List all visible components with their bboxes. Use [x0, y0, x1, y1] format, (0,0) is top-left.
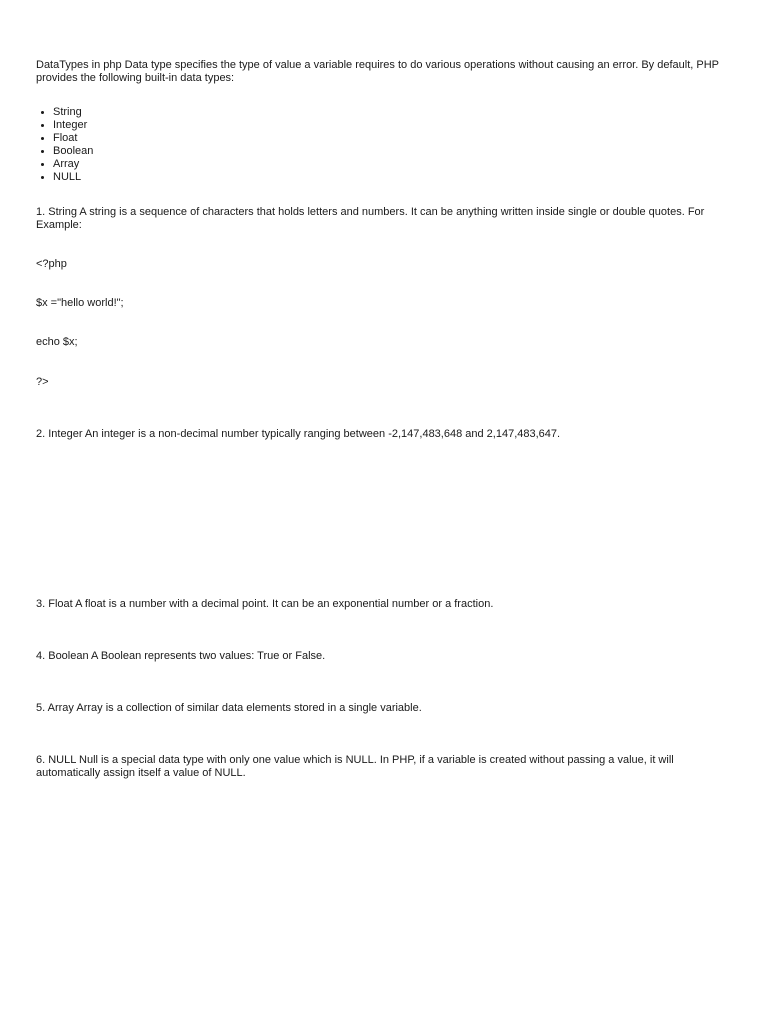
- float-section: 3. Float A float is a number with a decimal point. It can be an exponential number or a fraction.: [36, 598, 494, 610]
- data-types-list: [36, 106, 93, 184]
- list-item: NULL: [53, 171, 93, 184]
- list-item: Float: [53, 132, 93, 145]
- array-section: 5. Array Array is a collection of similar data elements stored in a single variable.: [36, 702, 422, 714]
- intro-paragraph: DataTypes in php Data type specifies the type of value a variable requires to do various operations without causing an error. By default, PHP provides the following built-in data types:: [36, 59, 719, 84]
- boolean-section: 4. Boolean A Boolean represents two values: True or False.: [36, 650, 326, 662]
- list-item: String: [53, 106, 93, 119]
- null-section: 6. NULL Null is a special data type with only one value which is NULL. In PHP, if a variable is created without passing a value, it will automatically assign itself a value of NULL.: [36, 754, 674, 779]
- list-item: Boolean: [53, 145, 94, 157]
- string-section: 1. String A string is a sequence of characters that holds letters and numbers. It can be anything written inside single or double quotes. For Example:: [36, 206, 705, 231]
- list-item: Integer: [53, 119, 93, 132]
- list-item: Array: [53, 158, 93, 171]
- code-line-assignment: $x ="hello world!";: [36, 297, 124, 309]
- code-line-close-tag: ?>: [36, 376, 49, 388]
- code-line-open-tag: <?php: [36, 258, 67, 270]
- code-line-echo: echo $x;: [36, 336, 78, 348]
- integer-section: 2. Integer An integer is a non-decimal number typically ranging between -2,147,483,648 and 2,147,483,647.: [36, 428, 561, 440]
